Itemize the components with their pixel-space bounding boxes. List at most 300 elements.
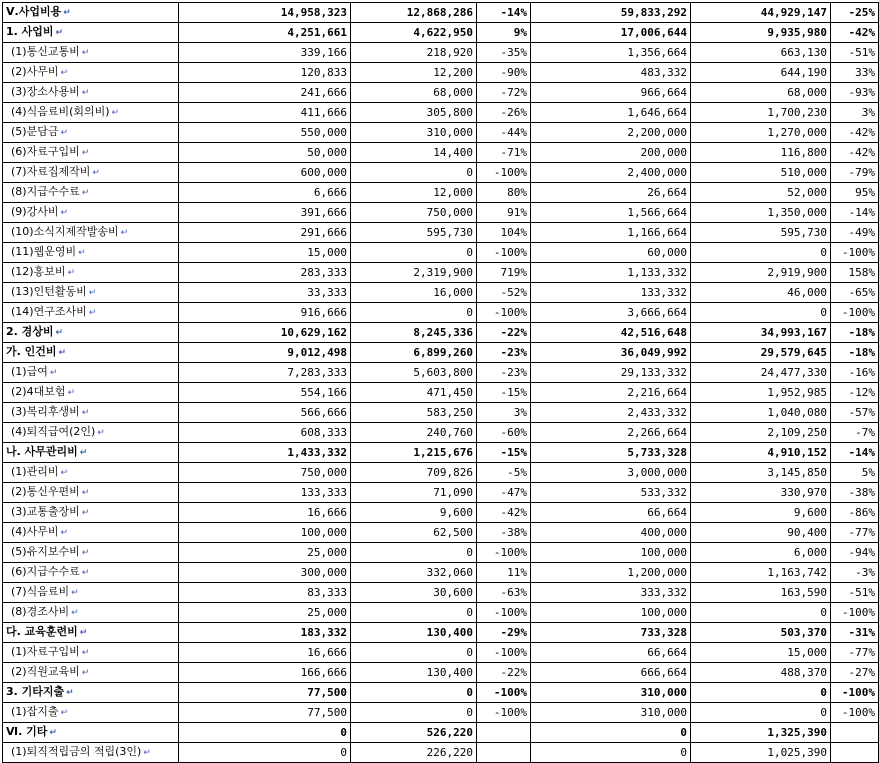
budget-cumulative-cell[interactable]: 29,133,332 xyxy=(531,363,691,383)
monthly-rate-cell[interactable]: -60% xyxy=(477,423,531,443)
item-name-cell[interactable] xyxy=(3,383,179,403)
budget-monthly-cell[interactable]: 600,000 xyxy=(179,163,351,183)
item-name-cell[interactable] xyxy=(3,103,179,123)
monthly-rate-cell[interactable]: 11% xyxy=(477,563,531,583)
actual-cumulative-cell[interactable]: 9,600 xyxy=(691,503,831,523)
cumulative-rate-cell[interactable] xyxy=(831,723,879,743)
budget-cumulative-cell[interactable]: 3,000,000 xyxy=(531,463,691,483)
actual-cumulative-cell[interactable]: 0 xyxy=(691,703,831,723)
actual-cumulative-cell[interactable]: 9,935,980 xyxy=(691,23,831,43)
budget-cumulative-cell[interactable]: 42,516,648 xyxy=(531,323,691,343)
cumulative-rate-cell[interactable]: -79% xyxy=(831,163,879,183)
item-name-cell[interactable] xyxy=(3,303,179,323)
actual-cumulative-cell[interactable]: 1,325,390 xyxy=(691,723,831,743)
item-name-cell[interactable] xyxy=(3,723,179,743)
monthly-rate-cell[interactable]: -63% xyxy=(477,583,531,603)
budget-monthly-cell[interactable]: 608,333 xyxy=(179,423,351,443)
monthly-rate-cell[interactable] xyxy=(477,743,531,763)
budget-cumulative-cell[interactable]: 100,000 xyxy=(531,603,691,623)
budget-monthly-cell[interactable]: 10,629,162 xyxy=(179,323,351,343)
monthly-rate-cell[interactable]: -52% xyxy=(477,283,531,303)
item-name-cell[interactable] xyxy=(3,443,179,463)
item-name-cell[interactable] xyxy=(3,743,179,763)
monthly-rate-cell[interactable]: -23% xyxy=(477,363,531,383)
monthly-rate-cell[interactable]: -100% xyxy=(477,603,531,623)
cumulative-rate-cell[interactable]: -27% xyxy=(831,663,879,683)
actual-monthly-cell[interactable]: 9,600 xyxy=(351,503,477,523)
monthly-rate-cell[interactable]: -5% xyxy=(477,463,531,483)
actual-monthly-cell[interactable]: 68,000 xyxy=(351,83,477,103)
cumulative-rate-cell[interactable]: -51% xyxy=(831,43,879,63)
actual-cumulative-cell[interactable]: 24,477,330 xyxy=(691,363,831,383)
return-mark-icon: ↵ xyxy=(67,268,76,278)
monthly-rate-cell[interactable]: 719% xyxy=(477,263,531,283)
item-name-cell[interactable] xyxy=(3,423,179,443)
monthly-rate-cell[interactable]: -100% xyxy=(477,703,531,723)
budget-cumulative-cell[interactable]: 2,200,000 xyxy=(531,123,691,143)
actual-monthly-cell[interactable]: 0 xyxy=(351,643,477,663)
item-name-text: (7)자료집제작비 xyxy=(11,165,91,178)
return-mark-icon: ↵ xyxy=(81,148,90,158)
item-name-cell[interactable] xyxy=(3,223,179,243)
budget-cumulative-cell[interactable]: 0 xyxy=(531,743,691,763)
cumulative-rate-cell[interactable]: -14% xyxy=(831,203,879,223)
monthly-rate-cell[interactable]: 80% xyxy=(477,183,531,203)
budget-monthly-cell[interactable]: 339,166 xyxy=(179,43,351,63)
table-row xyxy=(3,483,879,503)
budget-cumulative-cell[interactable]: 533,332 xyxy=(531,483,691,503)
budget-monthly-cell[interactable]: 750,000 xyxy=(179,463,351,483)
budget-monthly-cell[interactable]: 7,283,333 xyxy=(179,363,351,383)
actual-cumulative-cell[interactable]: 595,730 xyxy=(691,223,831,243)
item-name-cell[interactable] xyxy=(3,43,179,63)
budget-cumulative-cell[interactable]: 1,133,332 xyxy=(531,263,691,283)
budget-cumulative-cell[interactable]: 2,266,664 xyxy=(531,423,691,443)
table-row xyxy=(3,283,879,303)
actual-monthly-cell[interactable]: 226,220 xyxy=(351,743,477,763)
return-mark-icon: ↵ xyxy=(120,228,129,238)
cumulative-rate-cell[interactable]: -100% xyxy=(831,683,879,703)
actual-cumulative-cell[interactable]: 510,000 xyxy=(691,163,831,183)
item-name-cell[interactable] xyxy=(3,283,179,303)
monthly-rate-cell[interactable]: -38% xyxy=(477,523,531,543)
cumulative-rate-cell[interactable]: -42% xyxy=(831,123,879,143)
actual-cumulative-cell[interactable]: 4,910,152 xyxy=(691,443,831,463)
table-row xyxy=(3,423,879,443)
actual-cumulative-cell[interactable]: 2,919,900 xyxy=(691,263,831,283)
item-name-cell[interactable] xyxy=(3,123,179,143)
budget-monthly-cell[interactable]: 554,166 xyxy=(179,383,351,403)
monthly-rate-cell[interactable]: -100% xyxy=(477,643,531,663)
actual-cumulative-cell[interactable]: 68,000 xyxy=(691,83,831,103)
budget-cumulative-cell[interactable]: 3,666,664 xyxy=(531,303,691,323)
item-name-cell[interactable] xyxy=(3,343,179,363)
actual-cumulative-cell[interactable]: 1,040,080 xyxy=(691,403,831,423)
cumulative-rate-cell[interactable]: -14% xyxy=(831,443,879,463)
budget-cumulative-cell[interactable]: 5,733,328 xyxy=(531,443,691,463)
item-name-cell[interactable] xyxy=(3,603,179,623)
item-name-cell[interactable] xyxy=(3,363,179,383)
budget-monthly-cell[interactable]: 300,000 xyxy=(179,563,351,583)
cumulative-rate-cell[interactable]: 95% xyxy=(831,183,879,203)
cumulative-rate-cell[interactable]: -31% xyxy=(831,623,879,643)
actual-monthly-cell[interactable]: 1,215,676 xyxy=(351,443,477,463)
budget-cumulative-cell[interactable]: 200,000 xyxy=(531,143,691,163)
actual-cumulative-cell[interactable]: 0 xyxy=(691,683,831,703)
item-name-cell[interactable] xyxy=(3,703,179,723)
actual-cumulative-cell[interactable]: 44,929,147 xyxy=(691,3,831,23)
actual-cumulative-cell[interactable]: 1,350,000 xyxy=(691,203,831,223)
budget-cumulative-cell[interactable]: 26,664 xyxy=(531,183,691,203)
monthly-rate-cell[interactable]: 9% xyxy=(477,23,531,43)
actual-monthly-cell[interactable]: 0 xyxy=(351,703,477,723)
item-name-cell[interactable] xyxy=(3,663,179,683)
item-name-cell[interactable] xyxy=(3,583,179,603)
monthly-rate-cell[interactable]: -44% xyxy=(477,123,531,143)
budget-monthly-cell[interactable]: 6,666 xyxy=(179,183,351,203)
item-name-text: (3)복리후생비 xyxy=(11,405,80,418)
actual-monthly-cell[interactable]: 6,899,260 xyxy=(351,343,477,363)
budget-monthly-cell[interactable]: 33,333 xyxy=(179,283,351,303)
cumulative-rate-cell[interactable]: -12% xyxy=(831,383,879,403)
table-row xyxy=(3,363,879,383)
monthly-rate-cell[interactable]: -100% xyxy=(477,303,531,323)
monthly-rate-cell[interactable]: -15% xyxy=(477,443,531,463)
item-name-cell[interactable] xyxy=(3,543,179,563)
budget-monthly-cell[interactable]: 14,958,323 xyxy=(179,3,351,23)
actual-cumulative-cell[interactable]: 663,130 xyxy=(691,43,831,63)
item-name-cell[interactable] xyxy=(3,183,179,203)
budget-monthly-cell[interactable]: 291,666 xyxy=(179,223,351,243)
budget-monthly-cell[interactable]: 0 xyxy=(179,723,351,743)
actual-monthly-cell[interactable]: 310,000 xyxy=(351,123,477,143)
budget-cumulative-cell[interactable]: 0 xyxy=(531,723,691,743)
actual-cumulative-cell[interactable]: 503,370 xyxy=(691,623,831,643)
section-row xyxy=(3,443,879,463)
budget-monthly-cell[interactable]: 16,666 xyxy=(179,503,351,523)
cumulative-rate-cell[interactable]: -100% xyxy=(831,303,879,323)
cumulative-rate-cell[interactable]: -18% xyxy=(831,343,879,363)
cumulative-rate-cell[interactable]: -57% xyxy=(831,403,879,423)
actual-monthly-cell[interactable]: 12,000 xyxy=(351,183,477,203)
monthly-rate-cell[interactable]: -26% xyxy=(477,103,531,123)
budget-cumulative-cell[interactable]: 1,166,664 xyxy=(531,223,691,243)
actual-monthly-cell[interactable]: 8,245,336 xyxy=(351,323,477,343)
budget-monthly-cell[interactable]: 100,000 xyxy=(179,523,351,543)
actual-monthly-cell[interactable]: 526,220 xyxy=(351,723,477,743)
table-row xyxy=(3,743,879,763)
budget-cumulative-cell[interactable]: 1,646,664 xyxy=(531,103,691,123)
item-name-cell[interactable] xyxy=(3,3,179,23)
item-name-cell[interactable] xyxy=(3,623,179,643)
budget-monthly-cell[interactable]: 0 xyxy=(179,743,351,763)
budget-cumulative-cell[interactable]: 2,400,000 xyxy=(531,163,691,183)
actual-monthly-cell[interactable]: 0 xyxy=(351,543,477,563)
cumulative-rate-cell[interactable]: -77% xyxy=(831,523,879,543)
cumulative-rate-cell[interactable]: -93% xyxy=(831,83,879,103)
item-name-text: (6)자료구입비 xyxy=(11,145,80,158)
budget-cumulative-cell[interactable]: 2,216,664 xyxy=(531,383,691,403)
actual-monthly-cell[interactable]: 305,800 xyxy=(351,103,477,123)
item-name-text: 1. 사업비 xyxy=(6,25,54,38)
cumulative-rate-cell[interactable]: -94% xyxy=(831,543,879,563)
actual-cumulative-cell[interactable]: 6,000 xyxy=(691,543,831,563)
item-name-text: (5)유지보수비 xyxy=(11,545,80,558)
cumulative-rate-cell[interactable]: 33% xyxy=(831,63,879,83)
cumulative-rate-cell[interactable]: -49% xyxy=(831,223,879,243)
budget-monthly-cell[interactable]: 15,000 xyxy=(179,243,351,263)
cumulative-rate-cell[interactable]: -65% xyxy=(831,283,879,303)
budget-cumulative-cell[interactable]: 36,049,992 xyxy=(531,343,691,363)
actual-monthly-cell[interactable]: 240,760 xyxy=(351,423,477,443)
budget-cumulative-cell[interactable]: 333,332 xyxy=(531,583,691,603)
budget-cumulative-cell[interactable]: 59,833,292 xyxy=(531,3,691,23)
item-name-cell[interactable] xyxy=(3,263,179,283)
budget-monthly-cell[interactable]: 1,433,332 xyxy=(179,443,351,463)
actual-cumulative-cell[interactable]: 2,109,250 xyxy=(691,423,831,443)
monthly-rate-cell[interactable]: -100% xyxy=(477,163,531,183)
cumulative-rate-cell[interactable]: -51% xyxy=(831,583,879,603)
budget-monthly-cell[interactable]: 16,666 xyxy=(179,643,351,663)
cumulative-rate-cell[interactable]: -42% xyxy=(831,143,879,163)
actual-monthly-cell[interactable]: 471,450 xyxy=(351,383,477,403)
item-name-cell[interactable] xyxy=(3,63,179,83)
budget-cumulative-cell[interactable]: 310,000 xyxy=(531,683,691,703)
monthly-rate-cell[interactable] xyxy=(477,723,531,743)
budget-monthly-cell[interactable]: 25,000 xyxy=(179,603,351,623)
budget-monthly-cell[interactable]: 283,333 xyxy=(179,263,351,283)
monthly-rate-cell[interactable]: -15% xyxy=(477,383,531,403)
monthly-rate-cell[interactable]: -72% xyxy=(477,83,531,103)
actual-monthly-cell[interactable]: 4,622,950 xyxy=(351,23,477,43)
actual-monthly-cell[interactable]: 12,868,286 xyxy=(351,3,477,23)
actual-monthly-cell[interactable]: 0 xyxy=(351,603,477,623)
actual-cumulative-cell[interactable]: 52,000 xyxy=(691,183,831,203)
actual-monthly-cell[interactable]: 16,000 xyxy=(351,283,477,303)
actual-monthly-cell[interactable]: 14,400 xyxy=(351,143,477,163)
cumulative-rate-cell[interactable]: -3% xyxy=(831,563,879,583)
cumulative-rate-cell[interactable]: -86% xyxy=(831,503,879,523)
table-row xyxy=(3,463,879,483)
actual-cumulative-cell[interactable]: 15,000 xyxy=(691,643,831,663)
actual-monthly-cell[interactable]: 218,920 xyxy=(351,43,477,63)
monthly-rate-cell[interactable]: 3% xyxy=(477,403,531,423)
actual-cumulative-cell[interactable]: 330,970 xyxy=(691,483,831,503)
actual-cumulative-cell[interactable]: 1,952,985 xyxy=(691,383,831,403)
budget-monthly-cell[interactable]: 166,666 xyxy=(179,663,351,683)
budget-cumulative-cell[interactable]: 966,664 xyxy=(531,83,691,103)
budget-cumulative-cell[interactable]: 733,328 xyxy=(531,623,691,643)
cumulative-rate-cell[interactable]: -100% xyxy=(831,603,879,623)
budget-cumulative-cell[interactable]: 2,433,332 xyxy=(531,403,691,423)
actual-cumulative-cell[interactable]: 0 xyxy=(691,243,831,263)
budget-cumulative-cell[interactable]: 483,332 xyxy=(531,63,691,83)
actual-monthly-cell[interactable]: 750,000 xyxy=(351,203,477,223)
actual-cumulative-cell[interactable]: 163,590 xyxy=(691,583,831,603)
cumulative-rate-cell[interactable]: -77% xyxy=(831,643,879,663)
budget-monthly-cell[interactable]: 25,000 xyxy=(179,543,351,563)
budget-monthly-cell[interactable]: 133,333 xyxy=(179,483,351,503)
actual-monthly-cell[interactable]: 30,600 xyxy=(351,583,477,603)
actual-cumulative-cell[interactable]: 644,190 xyxy=(691,63,831,83)
monthly-rate-cell[interactable]: 104% xyxy=(477,223,531,243)
actual-monthly-cell[interactable]: 0 xyxy=(351,303,477,323)
monthly-rate-cell[interactable]: -23% xyxy=(477,343,531,363)
actual-monthly-cell[interactable]: 2,319,900 xyxy=(351,263,477,283)
budget-cumulative-cell[interactable]: 66,664 xyxy=(531,503,691,523)
item-name-cell[interactable] xyxy=(3,83,179,103)
cumulative-rate-cell[interactable]: -42% xyxy=(831,23,879,43)
return-mark-icon: ↵ xyxy=(81,88,90,98)
budget-monthly-cell[interactable]: 241,666 xyxy=(179,83,351,103)
item-name-cell[interactable] xyxy=(3,243,179,263)
budget-monthly-cell[interactable]: 120,833 xyxy=(179,63,351,83)
monthly-rate-cell[interactable]: -100% xyxy=(477,243,531,263)
monthly-rate-cell[interactable]: -35% xyxy=(477,43,531,63)
budget-cumulative-cell[interactable]: 66,664 xyxy=(531,643,691,663)
actual-monthly-cell[interactable]: 0 xyxy=(351,163,477,183)
actual-cumulative-cell[interactable]: 29,579,645 xyxy=(691,343,831,363)
actual-monthly-cell[interactable]: 130,400 xyxy=(351,623,477,643)
actual-cumulative-cell[interactable]: 0 xyxy=(691,603,831,623)
return-mark-icon: ↵ xyxy=(71,588,79,598)
actual-cumulative-cell[interactable]: 1,025,390 xyxy=(691,743,831,763)
return-mark-icon: ↵ xyxy=(60,208,69,218)
cumulative-rate-cell[interactable]: -100% xyxy=(831,243,879,263)
item-name-cell[interactable] xyxy=(3,683,179,703)
monthly-rate-cell[interactable]: 91% xyxy=(477,203,531,223)
actual-monthly-cell[interactable]: 62,500 xyxy=(351,523,477,543)
cumulative-rate-cell[interactable] xyxy=(831,743,879,763)
budget-cumulative-cell[interactable]: 310,000 xyxy=(531,703,691,723)
budget-monthly-cell[interactable]: 77,500 xyxy=(179,703,351,723)
actual-cumulative-cell[interactable]: 90,400 xyxy=(691,523,831,543)
budget-monthly-cell[interactable]: 4,251,661 xyxy=(179,23,351,43)
actual-monthly-cell[interactable]: 0 xyxy=(351,243,477,263)
budget-cumulative-cell[interactable]: 1,356,664 xyxy=(531,43,691,63)
item-name-text: (1)자료구입비 xyxy=(11,645,80,658)
return-mark-icon: ↵ xyxy=(60,708,69,718)
monthly-rate-cell[interactable]: -29% xyxy=(477,623,531,643)
item-name-cell[interactable] xyxy=(3,523,179,543)
budget-cumulative-cell[interactable]: 1,566,664 xyxy=(531,203,691,223)
cumulative-rate-cell[interactable]: -25% xyxy=(831,3,879,23)
actual-cumulative-cell[interactable]: 488,370 xyxy=(691,663,831,683)
actual-monthly-cell[interactable]: 71,090 xyxy=(351,483,477,503)
budget-monthly-cell[interactable]: 566,666 xyxy=(179,403,351,423)
item-name-cell[interactable] xyxy=(3,503,179,523)
item-name-text: (1)잡지출 xyxy=(11,705,59,718)
monthly-rate-cell[interactable]: -22% xyxy=(477,663,531,683)
return-mark-icon: ↵ xyxy=(71,608,79,618)
item-name-cell[interactable] xyxy=(3,643,179,663)
budget-cumulative-cell[interactable]: 400,000 xyxy=(531,523,691,543)
item-name-text: (2)4대보험 xyxy=(11,385,66,398)
actual-monthly-cell[interactable]: 332,060 xyxy=(351,563,477,583)
item-name-cell[interactable] xyxy=(3,403,179,423)
cumulative-rate-cell[interactable]: 158% xyxy=(831,263,879,283)
budget-cumulative-cell[interactable]: 133,332 xyxy=(531,283,691,303)
monthly-rate-cell[interactable]: -100% xyxy=(477,543,531,563)
monthly-rate-cell[interactable]: -100% xyxy=(477,683,531,703)
item-name-cell[interactable] xyxy=(3,563,179,583)
actual-cumulative-cell[interactable]: 1,700,230 xyxy=(691,103,831,123)
cumulative-rate-cell[interactable]: 5% xyxy=(831,463,879,483)
actual-monthly-cell[interactable]: 12,200 xyxy=(351,63,477,83)
budget-monthly-cell[interactable]: 83,333 xyxy=(179,583,351,603)
table-row xyxy=(3,243,879,263)
budget-monthly-cell[interactable]: 391,666 xyxy=(179,203,351,223)
actual-cumulative-cell[interactable]: 34,993,167 xyxy=(691,323,831,343)
item-name-cell[interactable] xyxy=(3,483,179,503)
monthly-rate-cell[interactable]: -22% xyxy=(477,323,531,343)
item-name-text: 2. 경상비 xyxy=(6,325,54,338)
actual-cumulative-cell[interactable]: 0 xyxy=(691,303,831,323)
table-row xyxy=(3,563,879,583)
actual-cumulative-cell[interactable]: 1,163,742 xyxy=(691,563,831,583)
budget-cumulative-cell[interactable]: 17,006,644 xyxy=(531,23,691,43)
budget-cumulative-cell[interactable]: 1,200,000 xyxy=(531,563,691,583)
item-name-cell[interactable] xyxy=(3,143,179,163)
cumulative-rate-cell[interactable]: -100% xyxy=(831,703,879,723)
actual-monthly-cell[interactable]: 130,400 xyxy=(351,663,477,683)
budget-monthly-cell[interactable]: 183,332 xyxy=(179,623,351,643)
item-name-cell[interactable] xyxy=(3,463,179,483)
budget-monthly-cell[interactable]: 916,666 xyxy=(179,303,351,323)
actual-monthly-cell[interactable]: 709,826 xyxy=(351,463,477,483)
budget-cumulative-cell[interactable]: 100,000 xyxy=(531,543,691,563)
item-name-cell[interactable] xyxy=(3,203,179,223)
monthly-rate-cell[interactable]: -14% xyxy=(477,3,531,23)
item-name-text: (5)분담금 xyxy=(11,125,59,138)
section-row xyxy=(3,3,879,23)
item-name-cell[interactable] xyxy=(3,163,179,183)
budget-monthly-cell[interactable]: 411,666 xyxy=(179,103,351,123)
budget-monthly-cell[interactable]: 77,500 xyxy=(179,683,351,703)
cumulative-rate-cell[interactable]: -18% xyxy=(831,323,879,343)
monthly-rate-cell[interactable]: -90% xyxy=(477,63,531,83)
cumulative-rate-cell[interactable]: -7% xyxy=(831,423,879,443)
budget-monthly-cell[interactable]: 550,000 xyxy=(179,123,351,143)
monthly-rate-cell[interactable]: -47% xyxy=(477,483,531,503)
budget-monthly-cell[interactable]: 50,000 xyxy=(179,143,351,163)
return-mark-icon: ↵ xyxy=(81,668,90,678)
cumulative-rate-cell[interactable]: -16% xyxy=(831,363,879,383)
budget-cumulative-cell[interactable]: 60,000 xyxy=(531,243,691,263)
actual-cumulative-cell[interactable]: 116,800 xyxy=(691,143,831,163)
return-mark-icon: ↵ xyxy=(49,728,57,738)
item-name-cell[interactable] xyxy=(3,23,179,43)
monthly-rate-cell[interactable]: -71% xyxy=(477,143,531,163)
cumulative-rate-cell[interactable]: -38% xyxy=(831,483,879,503)
return-mark-icon: ↵ xyxy=(58,348,67,358)
actual-monthly-cell[interactable]: 583,250 xyxy=(351,403,477,423)
actual-cumulative-cell[interactable]: 46,000 xyxy=(691,283,831,303)
return-mark-icon: ↵ xyxy=(81,188,90,198)
actual-monthly-cell[interactable]: 5,603,800 xyxy=(351,363,477,383)
monthly-rate-cell[interactable]: -42% xyxy=(477,503,531,523)
actual-cumulative-cell[interactable]: 3,145,850 xyxy=(691,463,831,483)
cumulative-rate-cell[interactable]: 3% xyxy=(831,103,879,123)
actual-monthly-cell[interactable]: 0 xyxy=(351,683,477,703)
table-row xyxy=(3,163,879,183)
table-row xyxy=(3,523,879,543)
actual-cumulative-cell[interactable]: 1,270,000 xyxy=(691,123,831,143)
budget-monthly-cell[interactable]: 9,012,498 xyxy=(179,343,351,363)
actual-monthly-cell[interactable]: 595,730 xyxy=(351,223,477,243)
budget-cumulative-cell[interactable]: 666,664 xyxy=(531,663,691,683)
item-name-cell[interactable] xyxy=(3,323,179,343)
